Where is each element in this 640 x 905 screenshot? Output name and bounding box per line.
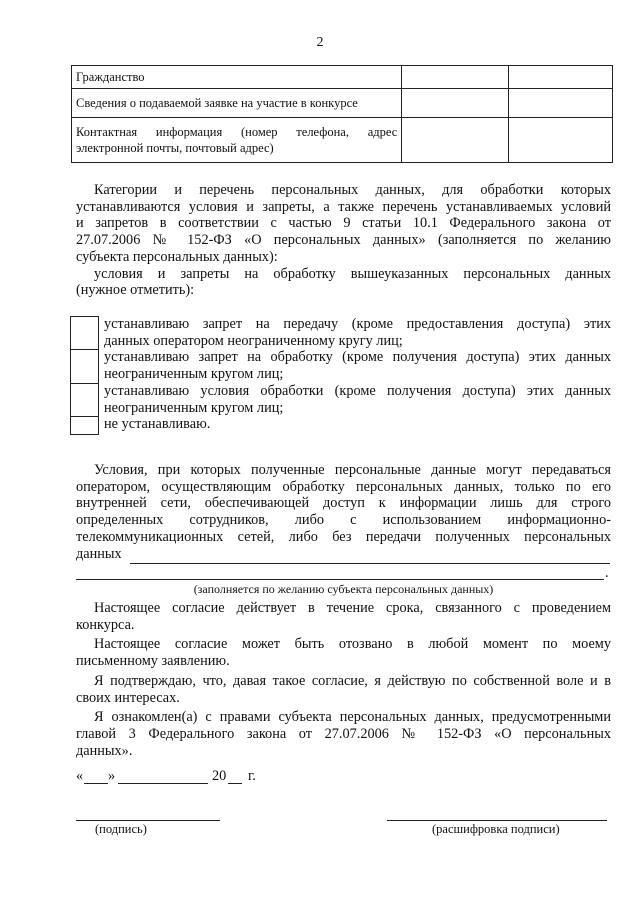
date-quote-close: »	[108, 768, 116, 784]
text-line: устанавливаются условия и запреты, а также перечень устанавливаемых условий	[76, 198, 611, 215]
text-line: внутренней сети, обеспечивающей доступ к информации лишь для строго	[76, 495, 611, 512]
date-line	[76, 768, 376, 788]
signature-line[interactable]	[76, 820, 220, 821]
text-line: телекоммуникационных сетей, либо без передачи полученных персональных	[76, 528, 611, 545]
choice-label	[99, 416, 611, 435]
text-line: и запретов в соответствии с частью 9 статьи 10.1 Федерального закона от	[76, 215, 611, 232]
text-line: Я ознакомлен(а) с правами субъекта персональных данных, предусмотренными	[94, 709, 611, 726]
text-line: Категории и перечень персональных данных, для обработки которых	[94, 182, 611, 198]
year-field[interactable]	[228, 783, 242, 784]
table-cell-label-line: Контактная информация (номер телефона, адрес	[76, 125, 398, 139]
table-row	[72, 66, 613, 89]
categories-paragraph	[76, 182, 611, 299]
table-cell-label: Сведения о подаваемой заявке на участие в конкурсе	[72, 89, 402, 118]
text-line: данных	[76, 545, 122, 562]
choice-item	[70, 383, 611, 416]
text-line: (нужное отметить):	[76, 282, 195, 299]
choices-list	[70, 316, 611, 435]
choice-checkbox[interactable]	[70, 416, 99, 435]
month-field[interactable]	[118, 783, 208, 784]
table-cell-value[interactable]	[508, 66, 612, 89]
end-period: .	[605, 565, 609, 581]
text-line: субъекта персональных данных):	[76, 248, 278, 265]
date-century: 20	[212, 768, 227, 784]
choice-item	[70, 349, 611, 382]
text-line: данных оператором неограниченному кругу лиц;	[104, 332, 403, 349]
conditions-paragraph	[76, 462, 611, 562]
text-line: устанавливаю запрет на передачу (кроме предоставления доступа) этих	[104, 316, 611, 332]
table-cell-label	[72, 118, 402, 163]
choice-checkbox[interactable]	[70, 349, 99, 382]
choice-item	[70, 316, 611, 349]
text-line: Я подтверждаю, что, давая такое согласие, я действую по собственной воле и в	[94, 672, 611, 689]
text-line: Условия, при которых полученные персональные данные могут передаваться	[94, 462, 611, 478]
text-line: оператором, осуществляющим обработку персональных данных, только по его	[76, 478, 611, 495]
personal-info-table	[71, 65, 613, 163]
choice-label	[99, 383, 611, 416]
choice-label	[99, 316, 611, 349]
text-line: Настоящее согласие может быть отозвано в любой момент по моему	[94, 636, 611, 653]
choice-checkbox[interactable]	[70, 383, 99, 416]
text-line: данных».	[76, 742, 133, 759]
table-cell-value[interactable]	[402, 118, 508, 163]
text-line: устанавливаю условия обработки (кроме получения доступа) этих данных	[104, 382, 611, 399]
choice-checkbox[interactable]	[70, 316, 99, 349]
table-cell-value[interactable]	[508, 118, 612, 163]
table-cell-value[interactable]	[402, 89, 508, 118]
conditions-fill-line[interactable]	[76, 579, 604, 580]
table-cell-value[interactable]	[508, 89, 612, 118]
table-cell-label: Гражданство	[72, 66, 402, 89]
consent-paragraphs	[76, 600, 611, 759]
choice-item	[70, 416, 611, 435]
page-number: 2	[316, 35, 324, 50]
table-row	[72, 89, 613, 118]
text-line: условия и запреты на обработку вышеуказанных персональных данных	[94, 265, 611, 282]
text-line: конкурса.	[76, 616, 135, 633]
table-row	[72, 118, 613, 163]
choice-label	[99, 349, 611, 382]
signature-decode-caption: (расшифровка подписи)	[432, 822, 560, 836]
date-quote-open: «	[76, 768, 84, 784]
signature-decode-line[interactable]	[387, 820, 607, 821]
text-line: главой 3 Федерального закона от 27.07.2006 № 152-ФЗ «О персональных	[76, 725, 611, 742]
text-line: устанавливаю запрет на обработку (кроме получения доступа) этих данных	[104, 349, 611, 366]
text-line: письменному заявлению.	[76, 653, 230, 670]
fill-note: (заполняется по желанию субъекта персональных данных)	[193, 582, 494, 596]
text-line: не устанавливаю.	[104, 416, 211, 433]
text-line: Настоящее согласие действует в течение срока, связанного с проведением	[94, 600, 611, 616]
day-field[interactable]	[84, 783, 108, 784]
date-year-suffix: г.	[248, 768, 256, 784]
text-line: неограниченным кругом лиц;	[104, 399, 284, 416]
text-line: 27.07.2006 № 152-ФЗ «О персональных данных» (заполняется по желанию	[76, 232, 611, 249]
conditions-fill-line[interactable]	[130, 563, 610, 564]
signature-caption: (подпись)	[95, 822, 147, 836]
text-line: неограниченным кругом лиц;	[104, 366, 284, 383]
text-line: определенных сотрудников, либо с использованием информационно-	[76, 512, 611, 529]
table-cell-label-line: электронной почты, почтовый адрес)	[76, 141, 274, 155]
table-cell-value[interactable]	[402, 66, 508, 89]
text-line: своих интересах.	[76, 689, 180, 706]
